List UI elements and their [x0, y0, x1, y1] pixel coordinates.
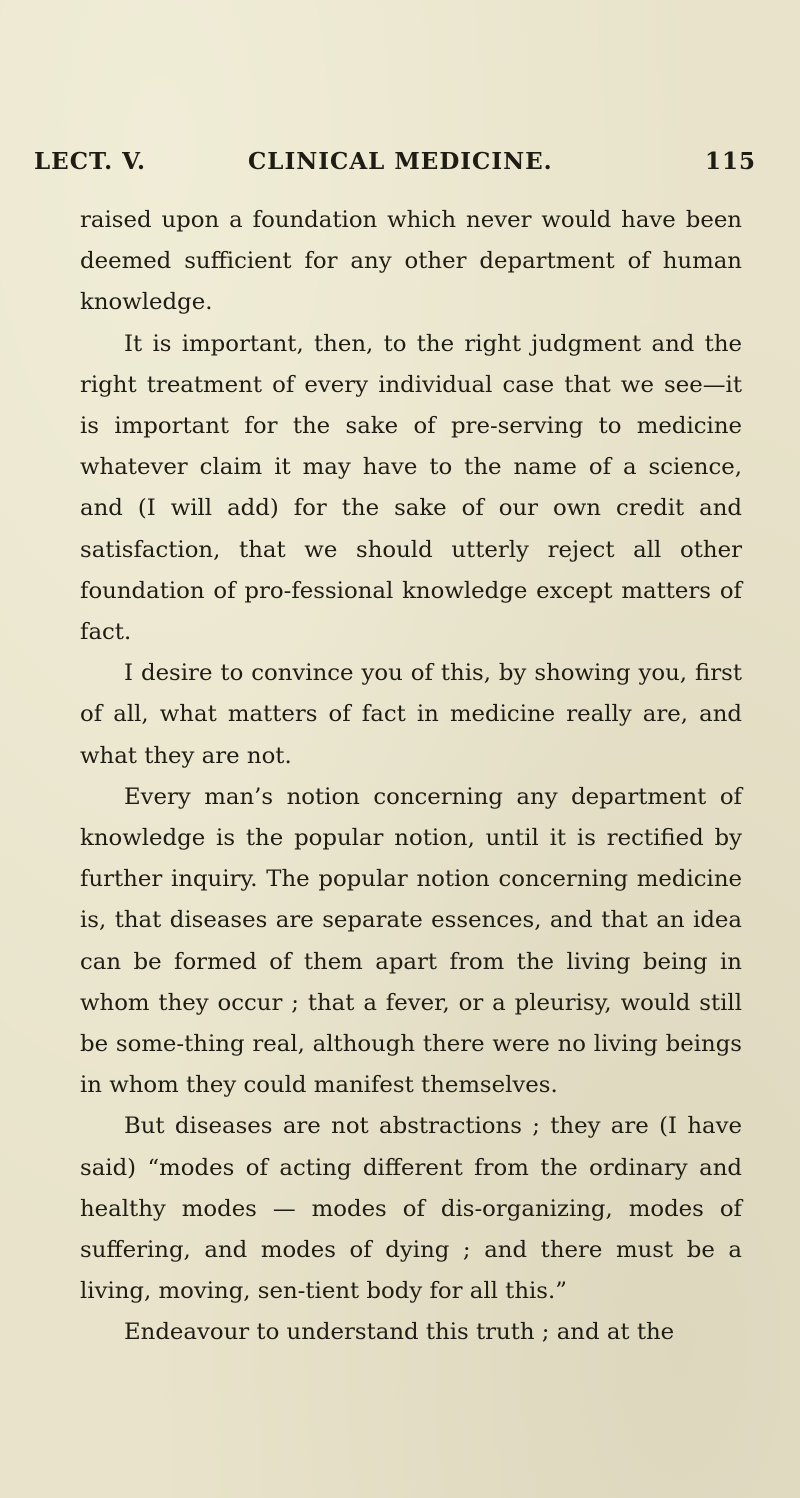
paragraph: Every man’s notion concerning any department of knowledge is the popular notion, until it is rectified by further inquiry. The popular notion concerning medicine is, that diseases are separate essences, and that an idea can be formed of them apart from the living being in whom they occur ; that a fever, or a pleurisy, would still be some-thing real, although there were no living beings in whom they could manifest themselves. [80, 783, 742, 1099]
paragraph: It is important, then, to the right judgment and the right treatment of every individual case that we see—it is important for the sake of pre-serving to medicine whatever claim it may have to the name of a science, and (I will add) for the sake of our own credit and satisfaction, that we should utterly reject all other foundation of pro-fessional knowledge except matters of fact. [80, 330, 742, 646]
lecture-number: LECT. V. [34, 148, 147, 175]
page-number: 115 [704, 148, 756, 175]
running-title: CLINICAL MEDICINE. [248, 148, 553, 175]
running-head [34, 148, 756, 188]
body-text [80, 200, 742, 1354]
paragraph: But diseases are not abstractions ; they are (I have said) “modes of acting different from the ordinary and healthy modes — modes of dis-organizing, modes of suffering, and modes of dying ; and there must be a living, moving, sen-tient body for all this.” [80, 1113, 742, 1305]
paragraph: Endeavour to understand this truth ; and at the [124, 1319, 675, 1346]
paragraph: I desire to convince you of this, by showing you, first of all, what matters of fact in medicine really are, and what they are not. [80, 660, 742, 769]
paragraph-continuation: raised upon a foundation which never would have been deemed sufficient for any other department of human knowledge. [80, 207, 742, 316]
